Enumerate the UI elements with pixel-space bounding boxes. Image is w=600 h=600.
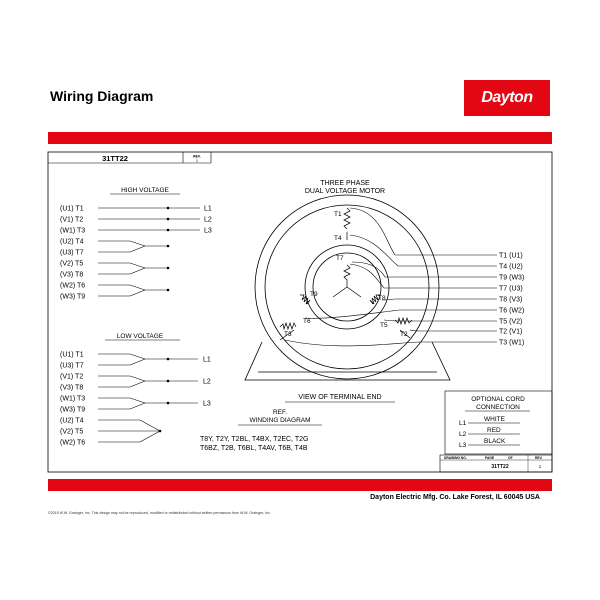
lv-line-l2: L2 <box>203 378 211 386</box>
drawing-number: 31TT22 <box>491 464 509 470</box>
lead-label: T8 (V3) <box>499 296 523 304</box>
cord-color: WHITE <box>484 416 505 423</box>
cord-line: L2 <box>459 431 467 438</box>
lv-row: (V1) T2 <box>60 373 84 381</box>
rev-value: 1 <box>195 158 199 163</box>
high-voltage-rows <box>60 206 85 301</box>
drawing-rev-label: REV. <box>535 456 543 460</box>
winding-label: T9 <box>310 291 318 298</box>
lv-row: (W2) T6 <box>60 439 86 447</box>
hv-row: (W1) T3 <box>60 227 86 235</box>
footer-company: Dayton Electric Mfg. Co. Lake Forest, IL 60045 USA <box>370 494 540 501</box>
ref-winding-label: WINDING DIAGRAM <box>249 417 311 424</box>
lv-wires <box>98 354 198 442</box>
lv-row: (W1) T3 <box>60 395 86 403</box>
motor-title-2: DUAL VOLTAGE MOTOR <box>304 188 386 195</box>
winding-label: T8 <box>378 295 386 302</box>
motor-title-1: THREE PHASE <box>320 180 370 187</box>
ref-label: REF. <box>272 409 288 416</box>
hv-row: (V1) T2 <box>60 216 84 224</box>
hv-row: (U2) T4 <box>60 238 84 246</box>
hv-row: (W2) T6 <box>60 282 86 290</box>
winding-label: T6 <box>303 318 311 325</box>
lv-row: (V2) T5 <box>60 428 84 436</box>
winding-label: T3 <box>284 331 292 338</box>
hv-row: (U3) T7 <box>60 249 84 257</box>
lv-row: (W3) T9 <box>60 406 86 414</box>
low-voltage-label: LOW VOLTAGE <box>116 333 164 340</box>
copyright-notice: ©2015 W.W. Grainger, Inc. This design may not be reproduced, modified or redistributed without written permission from W.W. Grainger, Inc. <box>48 511 271 515</box>
of-label: OF <box>508 456 513 460</box>
lv-row: (V3) T8 <box>60 384 84 392</box>
lv-row: (U3) T7 <box>60 362 84 370</box>
view-label: VIEW OF TERMINAL END <box>298 394 382 401</box>
lead-label: T3 (W1) <box>499 339 525 347</box>
ref-codes-2: T6BZ, T2B, T6BL, T4AV, T6B, T4B <box>200 445 308 452</box>
dayton-logo: Dayton <box>464 80 550 116</box>
rev-label: REV. <box>193 154 201 159</box>
cord-line: L1 <box>459 420 467 427</box>
hv-row: (W3) T9 <box>60 293 86 301</box>
lv-line-l1: L1 <box>203 356 211 364</box>
lead-label: T6 (W2) <box>499 307 525 315</box>
diagram-frame <box>48 152 552 472</box>
hv-line-l1: L1 <box>204 205 212 213</box>
bottom-red-bar <box>48 479 552 491</box>
winding-label: T5 <box>380 322 388 329</box>
cord-rows <box>459 416 506 449</box>
cord-color: RED <box>487 427 501 434</box>
page-title: Wiring Diagram <box>50 88 154 104</box>
lv-line-l3: L3 <box>203 400 211 408</box>
lead-label: T1 (U1) <box>499 252 523 260</box>
lead-label: T5 (V2) <box>499 318 523 326</box>
lv-row: (U2) T4 <box>60 417 84 425</box>
lead-label: T4 (U2) <box>499 263 523 271</box>
hv-row: (V2) T5 <box>60 260 84 268</box>
hv-row: (U1) T1 <box>60 205 84 213</box>
hv-line-l2: L2 <box>204 216 212 224</box>
page-label: PAGE <box>485 456 495 460</box>
lv-row: (U1) T1 <box>60 351 84 359</box>
lead-label: T9 (W3) <box>499 274 525 282</box>
cord-line: L3 <box>459 442 467 449</box>
lv-junction-dots <box>159 358 170 433</box>
lead-label: T2 (V1) <box>499 328 523 336</box>
drawing-rev: 1 <box>538 464 542 469</box>
low-voltage-rows <box>60 352 85 447</box>
winding-labels <box>284 211 408 338</box>
cord-color: BLACK <box>484 438 506 445</box>
winding-label: T1 <box>334 211 342 218</box>
motor-windings <box>280 208 412 340</box>
ref-codes-1: T8Y, T2Y, T2BL, T4BX, T2EC, T2G <box>200 436 309 443</box>
drawing-no-label: DRAWING NO. <box>444 456 467 460</box>
winding-label: T7 <box>336 255 344 262</box>
hv-row: (V3) T8 <box>60 271 84 279</box>
cord-title-1: OPTIONAL CORD <box>471 396 525 403</box>
motor-lead-labels <box>499 253 524 347</box>
hv-junction-dots <box>167 207 170 292</box>
winding-label: T4 <box>334 235 342 242</box>
hv-wires <box>98 208 200 296</box>
motor-leads <box>285 208 497 346</box>
lead-label: T7 (U3) <box>499 285 523 293</box>
high-voltage-label: HIGH VOLTAGE <box>121 187 169 194</box>
hv-line-l3: L3 <box>204 227 212 235</box>
winding-label: T2 <box>400 331 408 338</box>
model-number: 31TT22 <box>102 154 128 163</box>
cord-title-2: CONNECTION <box>476 404 520 411</box>
